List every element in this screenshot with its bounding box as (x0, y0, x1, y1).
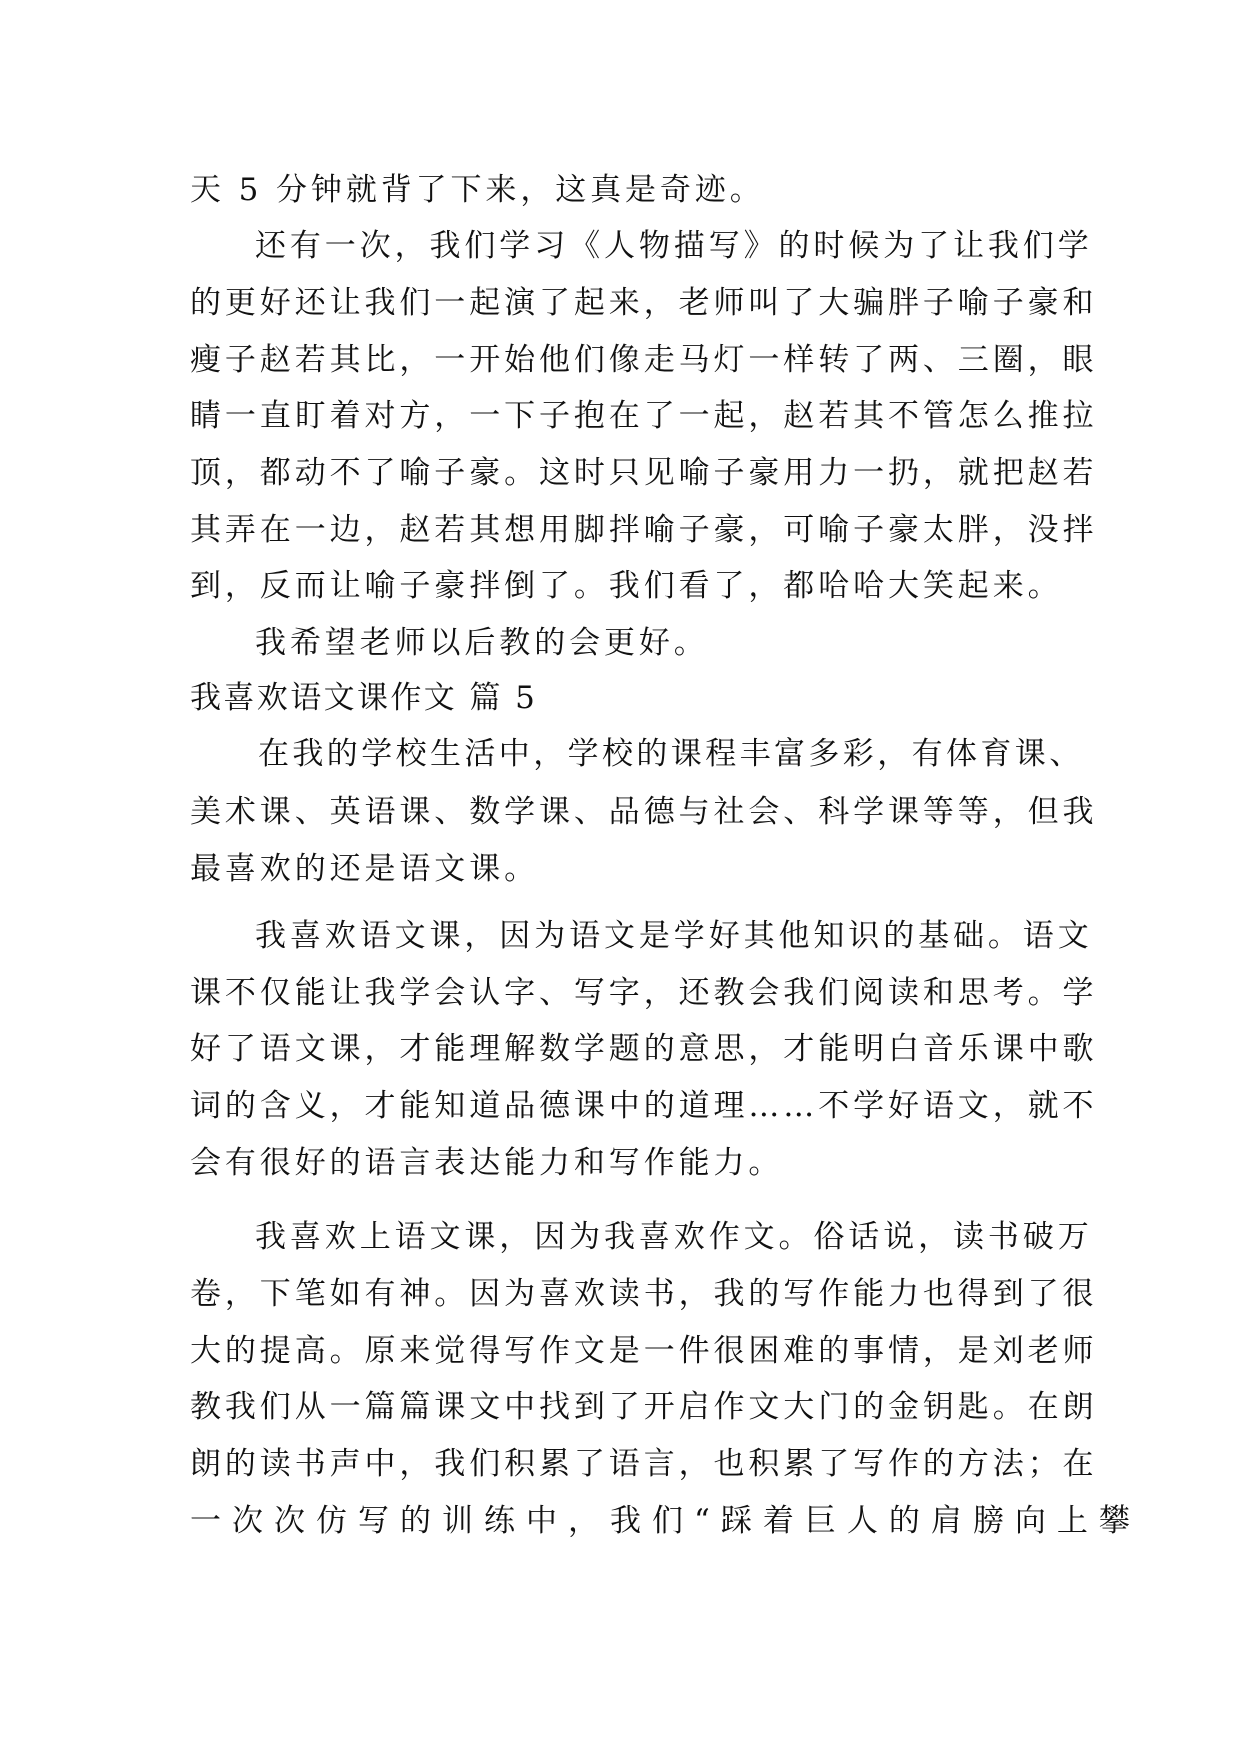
text-line: 的更好还让我们一起演了起来，老师叫了大骗胖子喻子豪和 (190, 285, 1098, 321)
paragraph-first-line: 还有一次，我们学习《人物描写》的时候为了让我们学 (255, 228, 1093, 264)
text-line: 美术课、英语课、数学课、品德与社会、科学课等等，但我 (190, 794, 1098, 830)
paragraph-first-line: 我希望老师以后教的会更好。 (255, 625, 709, 661)
text-line: 到，反而让喻子豪拌倒了。我们看了，都哈哈大笑起来。 (190, 568, 1063, 604)
text-line: 瘦子赵若其比，一开始他们像走马灯一样转了两、三圈，眼 (190, 342, 1098, 378)
text-line: 课不仅能让我学会认字、写字，还教会我们阅读和思考。学 (190, 975, 1098, 1011)
text-line: 一次次仿写的训练中，我们“踩着巨人的肩膀向上攀 (190, 1503, 1141, 1539)
paragraph-first-line: 我喜欢语文课，因为语文是学好其他知识的基础。语文 (255, 918, 1093, 954)
text-line: 天 5 分钟就背了下来，这真是奇迹。 (190, 172, 765, 208)
text-line: 会有很好的语言表达能力和写作能力。 (190, 1145, 784, 1181)
text-line: 其弄在一边，赵若其想用脚拌喻子豪，可喻子豪太胖，没拌 (190, 512, 1098, 548)
paragraph-first-line: 我喜欢上语文课，因为我喜欢作文。俗话说，读书破万 (255, 1219, 1093, 1255)
text-line: 词的含义，才能知道品德课中的道理……不学好语文，就不 (190, 1088, 1098, 1124)
text-line: 最喜欢的还是语文课。 (190, 851, 539, 887)
text-line: 睛一直盯着对方，一下子抱在了一起，赵若其不管怎么推拉 (190, 398, 1098, 434)
text-line: 大的提高。原来觉得写作文是一件很困难的事情，是刘老师 (190, 1333, 1098, 1369)
text-line: 朗的读书声中，我们积累了语言，也积累了写作的方法；在 (190, 1446, 1098, 1482)
section-heading: 我喜欢语文课作文 篇 5 (190, 680, 538, 716)
text-line: 好了语文课，才能理解数学题的意思，才能明白音乐课中歌 (190, 1031, 1098, 1067)
text-line: 顶，都动不了喻子豪。这时只见喻子豪用力一扔，就把赵若 (190, 455, 1098, 491)
text-line: 卷，下笔如有神。因为喜欢读书，我的写作能力也得到了很 (190, 1276, 1098, 1312)
paragraph-first-line: 在我的学校生活中，学校的课程丰富多彩，有体育课、 (258, 736, 1084, 772)
text-line: 教我们从一篇篇课文中找到了开启作文大门的金钥匙。在朗 (190, 1389, 1098, 1425)
